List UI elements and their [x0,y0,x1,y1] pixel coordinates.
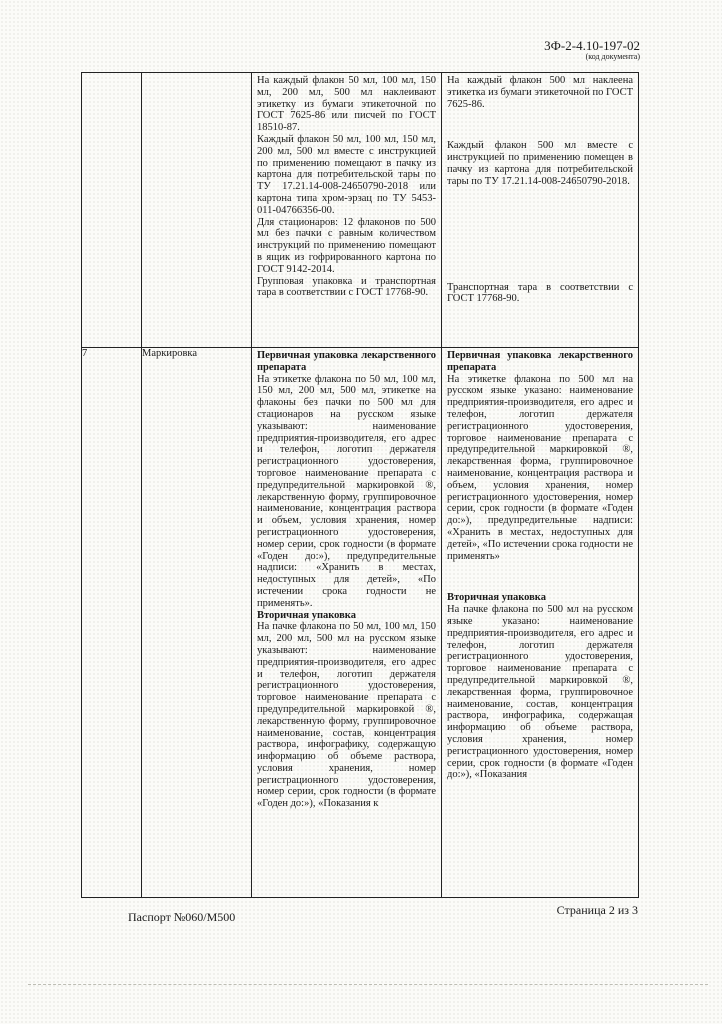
secondary-packaging-title-right: Вторичная упаковка [447,592,546,604]
packaging-left-box-text: Каждый флакон 50 мл, 100 мл, 150 мл, 200 мл, 500 мл вместе с инструкцией по применению помещают в пачку из картона для потребительской тары по ТУ 17.21.14-008-24650790-2018 или картона типа хром-эрзац по ТУ 5453-011-04766356-00. [257,133,436,216]
packaging-right-transport-text: Транспортная тара в соответствии с ГОСТ 17768-90. [447,281,633,305]
primary-packaging-text: На этикетке флакона по 50 мл, 100 мл, 150 мл, 200 мл, 500 мл, этикетке на флаконы без пачки по 500 мл для стационаров на русском языке указывают: наименование предприятия-производителя, его адрес и телефон, логотип держателя регистрационного удостоверения, торговое наименование препарата с предупредительной маркировкой ®, лекарственную форму, группировочное наименование, концентрация раствора и объем, условия хранения, номер регистрационного удостоверения, номер серии, срок годности (в формате «Годен до:»), предупредительные надписи: «Хранить в местах, недоступных для детей», «По истечении срока годности не применять». [257,373,436,609]
document-code-note: (код документа) [585,52,640,61]
row-number: 7 [82,348,142,898]
table-row-packaging [82,73,639,348]
page-number: Страница 2 из 3 [556,903,638,917]
row-label-cell [142,73,252,348]
scan-edge-line [28,984,708,985]
row-number-cell [82,73,142,348]
primary-packaging-text-right: На этикетке флакона по 500 мл на русском языке указано: наименование предприятия-производителя, его адрес и телефон, логотип держателя регистрационного удостоверения, торговое наименование препарата с предупредительной маркировкой ®, лекарственная форма, группировочное наименование, концентрация раствора и объем, условия хранения, номер регистрационного удостоверения, номер серии, срок годности (в формате «Годен до:»), предупредительные надписи: «Хранить в местах, недоступных для детей», «По истечении срока годности не применять» [447,373,633,562]
packaging-left-hospital-text: Для стационаров: 12 флаконов по 500 мл без пачки с равным количеством инструкций по применению помещают в ящик из гофрированного картона по ГОСТ 9142-2014. [257,216,436,275]
packaging-right-cell [442,73,639,348]
marking-right-cell [442,348,639,898]
secondary-packaging-text: На пачке флакона по 50 мл, 100 мл, 150 мл, 200 мл, 500 мл на русском языке указывают: наименование предприятия-производителя, его адрес и телефон, логотип держателя регистрационного удостоверения, торговое наименование препарата с предупредительной маркировкой ®, лекарственную форму, группировочное наименование, состав, концентрация раствора, инфографику, содержащую информацию об объеме раствора, условия хранения, номер регистрационного удостоверения, номер серии, срок годности (в формате «Годен до:»), «Показания к [257,621,436,810]
packaging-left-label-text: На каждый флакон 50 мл, 100 мл, 150 мл, 200 мл, 500 мл наклеивают этикетку из бумаги этикеточной по ГОСТ 7625-86 или писчей по ГОСТ 18510-87. [257,75,436,134]
document-code: 3Ф-2-4.10-197-02 [544,38,640,53]
passport-number: Паспорт №060/М500 [128,910,236,924]
table-row-marking [82,348,639,898]
packaging-left-cell [252,73,442,348]
primary-packaging-title: Первичная упаковка лекарственного препарата [257,350,436,373]
primary-packaging-title-right: Первичная упаковка лекарственного препарата [447,350,633,373]
specification-table [81,72,639,898]
secondary-packaging-text-right: На пачке флакона по 500 мл на русском языке указано: наименование предприятия-производителя, его адрес и телефон, логотип держателя регистрационного удостоверения, торговое наименование препарата с предупредительной маркировкой ®, лекарственная форма, группировочное наименование, состав, концентрация раствора, инфографика, содержащая информацию об объеме раствора, условия хранения, номер регистрационного удостоверения, номер серии, срок годности (в формате «Годен до:»), «Показания [447,604,633,781]
row-label: Маркировка [142,348,252,898]
packaging-left-transport-text: Групповая упаковка и транспортная тара в соответствии с ГОСТ 17768-90. [257,275,436,299]
packaging-right-label-text: На каждый флакон 500 мл наклеена этикетка из бумаги этикеточной по ГОСТ 7625-86. [447,75,633,110]
packaging-right-box-text: Каждый флакон 500 мл вместе с инструкцией по применению помещен в пачку из картона для потребительской тары по ТУ 17.21.14-008-24650790-2018. [447,140,633,187]
secondary-packaging-title: Вторичная упаковка [257,609,356,621]
document-code-block [544,38,640,61]
marking-left-cell [252,348,442,898]
